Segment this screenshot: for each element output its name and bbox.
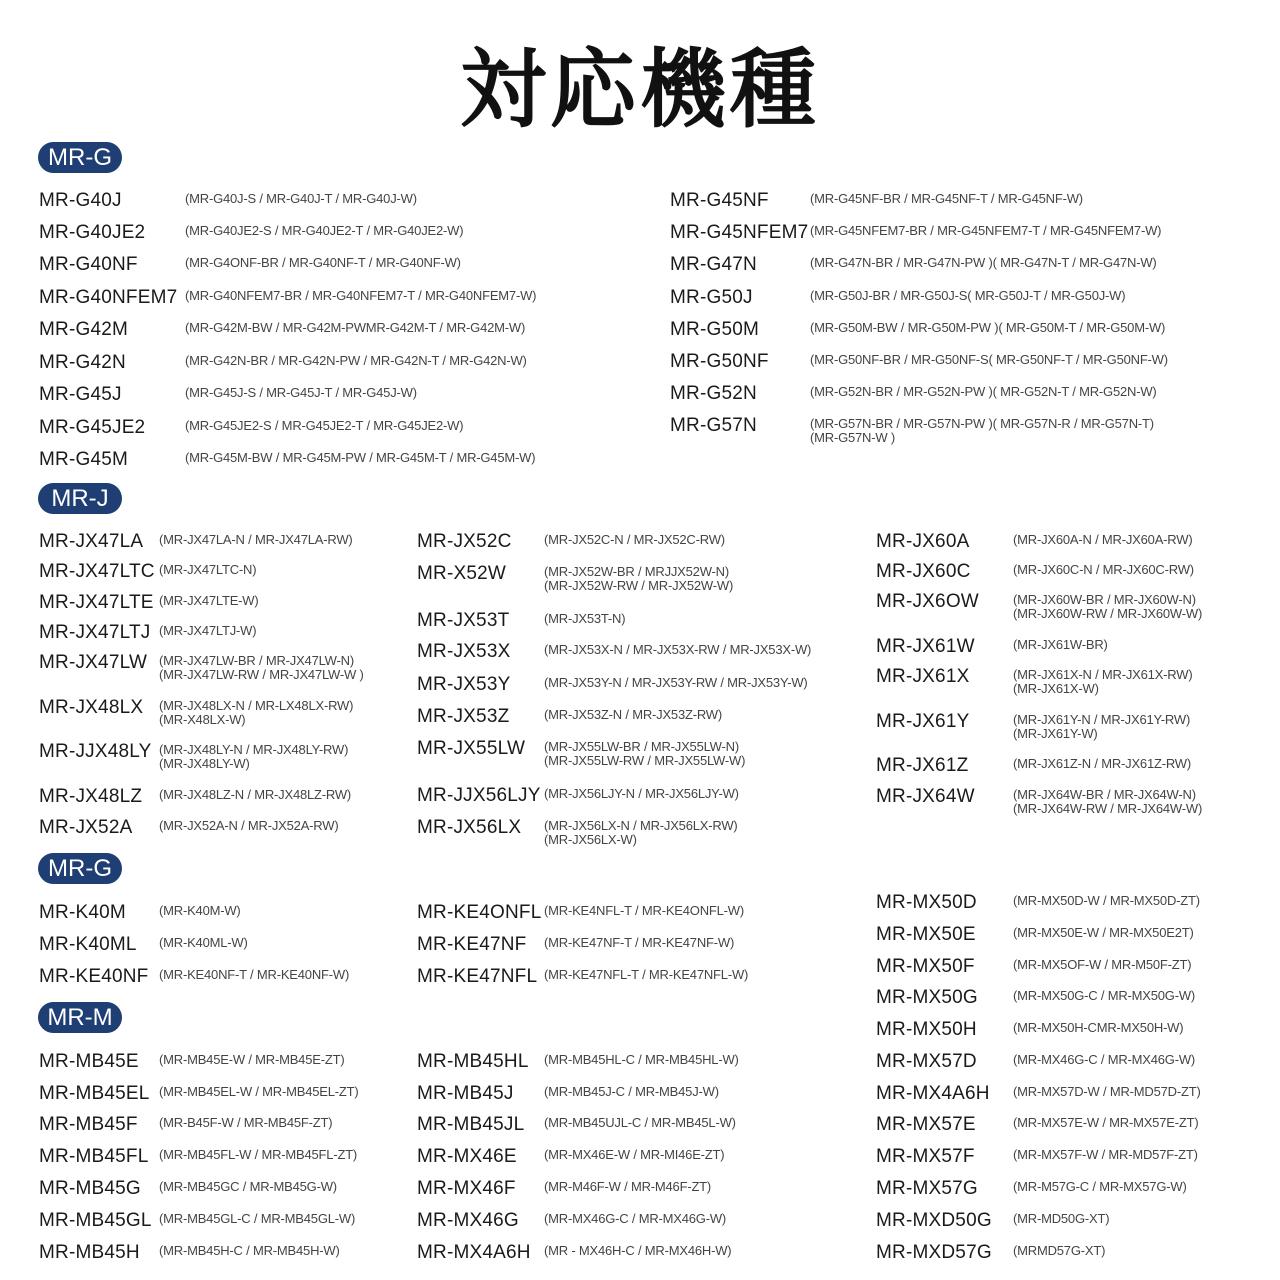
model-name: MR-JX61X <box>876 666 970 687</box>
series-badge: MR-J <box>38 483 122 514</box>
model-variants <box>1013 1244 1105 1258</box>
model-variants <box>1013 668 1192 696</box>
variant-line: (MR-MX50E-W / MR-MX50E2T) <box>1013 925 1194 940</box>
model-name: MR-MX57D <box>876 1051 977 1072</box>
variant-line: (MR-KE40NF-T / MR-KE40NF-W) <box>159 967 350 982</box>
model-name: MR-MB45H <box>39 1242 140 1263</box>
model-name: MR-JX47LW <box>39 652 148 673</box>
model-variants <box>159 788 351 802</box>
variant-line: (MR-KE47NF-T / MR-KE47NF-W) <box>544 935 735 950</box>
variant-line: (MR-JX47LTC-N) <box>159 562 257 577</box>
model-variants <box>810 192 1083 206</box>
model-name: MR-G52N <box>670 383 757 404</box>
model-variants <box>185 224 463 238</box>
model-name: MR-G45M <box>39 449 129 470</box>
variant-line: (MR - MX46H-C / MR-MX46H-W) <box>544 1243 732 1258</box>
model-name: MR-MB45E <box>39 1051 139 1072</box>
model-variants <box>810 321 1165 335</box>
model-name: MR-G57N <box>670 415 757 436</box>
variant-line: (MRMD57G-XT) <box>1013 1243 1106 1258</box>
model-name: MR-MX50G <box>876 987 978 1008</box>
model-variants <box>159 533 353 547</box>
model-variants <box>159 563 256 577</box>
model-variants <box>1013 1148 1198 1162</box>
variant-line: (MR-JX61Y-N / MR-JX61Y-RW) <box>1013 712 1191 727</box>
variant-line: (MR-MB45H-C / MR-MB45H-W) <box>159 1243 340 1258</box>
model-name: MR-JX48LZ <box>39 786 143 807</box>
model-name: MR-MX50F <box>876 956 975 977</box>
variant-line: (MR-JX47LW-RW / MR-JX47LW-W ) <box>159 667 364 682</box>
model-variants <box>185 354 527 368</box>
model-name: MR-MX4A6H <box>417 1242 531 1263</box>
model-variants <box>185 386 417 400</box>
model-name: MR-G45J <box>39 384 122 405</box>
model-variants <box>544 1053 739 1067</box>
variant-line: (MR-MX46G-C / MR-MX46G-W) <box>1013 1052 1196 1067</box>
model-variants <box>159 1212 355 1226</box>
model-variants <box>544 565 733 593</box>
variant-line: (MR-G40NFEM7-BR / MR-G40NFEM7-T / MR-G40NFEM7-W) <box>185 288 537 303</box>
model-name: MR-G40JE2 <box>39 222 146 243</box>
model-variants <box>544 819 738 847</box>
model-name: MR-G50M <box>670 319 760 340</box>
model-variants <box>185 321 525 335</box>
variant-line: (MR-JX48LY-W) <box>159 756 250 771</box>
model-variants <box>1013 1212 1109 1226</box>
model-variants <box>1013 958 1191 972</box>
model-variants <box>1013 1180 1187 1194</box>
variant-line: (MR-G40J-S / MR-G40J-T / MR-G40J-W) <box>185 191 417 206</box>
variant-line: (MR-JX60W-BR / MR-JX60W-N) <box>1013 592 1196 607</box>
model-variants <box>544 708 722 722</box>
variant-line: (MR-M46F-W / MR-M46F-ZT) <box>544 1179 712 1194</box>
variant-line: (MR-JX64W-RW / MR-JX64W-W) <box>1013 801 1203 816</box>
variant-line: (MR-JX52W-RW / MR-JX52W-W) <box>544 578 734 593</box>
variant-line: (MR-JX52C-N / MR-JX52C-RW) <box>544 532 725 547</box>
model-variants <box>1013 533 1192 547</box>
variant-line: (MR-MB45FL-W / MR-MB45FL-ZT) <box>159 1147 358 1162</box>
variant-line: (MR-G57N-BR / MR-G57N-PW )( MR-G57N-R / MR-G57N-T) <box>810 416 1154 431</box>
model-name: MR-JX53Z <box>417 706 510 727</box>
variant-line: (MR-JX61X-W) <box>1013 681 1099 696</box>
model-variants <box>544 676 808 690</box>
model-variants <box>159 624 256 638</box>
variant-line: (MR-JX61Y-W) <box>1013 726 1098 741</box>
variant-line: (MR-JX53T-N) <box>544 611 626 626</box>
model-name: MR-MX4A6H <box>876 1083 990 1104</box>
model-name: MR-MX50E <box>876 924 976 945</box>
variant-line: (MR-MX50G-C / MR-MX50G-W) <box>1013 988 1196 1003</box>
model-variants <box>185 419 463 433</box>
model-name: MR-MX57G <box>876 1178 978 1199</box>
variant-line: (MR-G50M-BW / MR-G50M-PW )( MR-G50M-T / MR-G50M-W) <box>810 320 1166 335</box>
model-name: MR-K40M <box>39 902 126 923</box>
variant-line: (MR-MB45GL-C / MR-MB45GL-W) <box>159 1211 356 1226</box>
page-title: 対応機種 <box>460 40 820 140</box>
model-name: MR-KE40NF <box>39 966 149 987</box>
model-variants <box>1013 1116 1198 1130</box>
variant-line: (MR-G47N-BR / MR-G47N-PW )( MR-G47N-T / MR-G47N-W) <box>810 255 1157 270</box>
model-variants <box>1013 1021 1183 1035</box>
model-variants <box>159 1244 340 1258</box>
model-variants <box>159 1180 337 1194</box>
variant-line: (MR-MX57D-W / MR-MD57D-ZT) <box>1013 1084 1201 1099</box>
model-variants <box>1013 713 1190 741</box>
model-variants <box>1013 638 1108 652</box>
variant-line: (MR-MB45E-W / MR-MB45E-ZT) <box>159 1052 345 1067</box>
variant-line: (MR-JX61Z-N / MR-JX61Z-RW) <box>1013 756 1191 771</box>
model-variants <box>1013 563 1194 577</box>
variant-line: (MR-MX46G-C / MR-MX46G-W) <box>544 1211 727 1226</box>
model-name: MR-KE4ONFL <box>417 902 542 923</box>
model-name: MR-JX53X <box>417 641 511 662</box>
model-variants <box>810 256 1157 270</box>
model-variants <box>159 594 259 608</box>
model-name: MR-MB45HL <box>417 1051 529 1072</box>
model-variants <box>544 936 734 950</box>
variant-line: (MR-K40M-W) <box>159 903 241 918</box>
variant-line: (MR-JX48LZ-N / MR-JX48LZ-RW) <box>159 787 352 802</box>
model-variants <box>810 385 1157 399</box>
model-name: MR-G42M <box>39 319 129 340</box>
model-name: MR-JX61Z <box>876 755 969 776</box>
series-badge: MR-G <box>38 142 122 173</box>
variant-line: (MR-X48LX-W) <box>159 712 246 727</box>
variant-line: (MR-JX48LX-N / MR-LX48LX-RW) <box>159 698 354 713</box>
variant-line: (MR-JX60W-RW / MR-JX60W-W) <box>1013 606 1203 621</box>
model-name: MR-K40ML <box>39 934 137 955</box>
variant-line: (MR-MB45GC / MR-MB45G-W) <box>159 1179 337 1194</box>
model-name: MR-JX6OW <box>876 591 979 612</box>
model-name: MR-G40NF <box>39 254 138 275</box>
model-name: MR-MX57F <box>876 1146 975 1167</box>
model-variants <box>1013 757 1191 771</box>
model-name: MR-JX47LTJ <box>39 622 151 643</box>
variant-line: (MR-MX5OF-W / MR-M50F-ZT) <box>1013 957 1192 972</box>
model-name: MR-MXD57G <box>876 1242 992 1263</box>
model-variants <box>185 256 461 270</box>
variant-line: (MR-MX50H-CMR-MX50H-W) <box>1013 1020 1184 1035</box>
model-name: MR-JX61Y <box>876 711 970 732</box>
model-variants <box>544 1212 726 1226</box>
variant-line: (MR-JX47LA-N / MR-JX47LA-RW) <box>159 532 353 547</box>
model-variants <box>544 1085 719 1099</box>
variant-line: (MR-MB45UJL-C / MR-MB45L-W) <box>544 1115 736 1130</box>
model-name: MR-MX46G <box>417 1210 519 1231</box>
model-name: MR-G50J <box>670 287 753 308</box>
variant-line: (MR-MX57E-W / MR-MX57E-ZT) <box>1013 1115 1199 1130</box>
variant-line: (MR-JX48LY-N / MR-JX48LY-RW) <box>159 742 349 757</box>
model-variants <box>159 654 364 682</box>
model-name: MR-G40NFEM7 <box>39 287 178 308</box>
variant-line: (MR-KE4NFL-T / MR-KE4ONFL-W) <box>544 903 744 918</box>
variant-line: (MR-JX60A-N / MR-JX60A-RW) <box>1013 532 1193 547</box>
model-name: MR-JX60A <box>876 531 970 552</box>
model-name: MR-MX50H <box>876 1019 977 1040</box>
variant-line: (MR-G4ONF-BR / MR-G40NF-T / MR-G40NF-W) <box>185 255 461 270</box>
variant-line: (MR-K40ML-W) <box>159 935 248 950</box>
variant-line: (MR-MX50D-W / MR-MX50D-ZT) <box>1013 893 1200 908</box>
variant-line: (MR-B45F-W / MR-MB45F-ZT) <box>159 1115 333 1130</box>
variant-line: (MR-JX53Y-N / MR-JX53Y-RW / MR-JX53Y-W) <box>544 675 808 690</box>
model-name: MR-G42N <box>39 352 126 373</box>
variant-line: (MR-JX56LX-W) <box>544 832 637 847</box>
model-variants <box>1013 788 1202 816</box>
model-name: MR-JX55LW <box>417 738 526 759</box>
model-name: MR-MXD50G <box>876 1210 992 1231</box>
variant-line: (MR-JX61W-BR) <box>1013 637 1108 652</box>
variant-line: (MR-JX47LW-BR / MR-JX47LW-N) <box>159 653 354 668</box>
model-name: MR-MB45JL <box>417 1114 525 1135</box>
variant-line: (MR-JX56LX-N / MR-JX56LX-RW) <box>544 818 738 833</box>
model-name: MR-MB45FL <box>39 1146 149 1167</box>
model-name: MR-JX53Y <box>417 674 511 695</box>
model-name: MR-MX46E <box>417 1146 517 1167</box>
model-variants <box>185 451 535 465</box>
model-variants <box>159 743 348 771</box>
model-name: MR-MB45EL <box>39 1083 150 1104</box>
series-badge: MR-G <box>38 853 122 884</box>
model-variants <box>544 1116 736 1130</box>
model-variants <box>1013 1053 1195 1067</box>
model-variants <box>544 740 745 768</box>
variant-line: (MR-JX56LJY-N / MR-JX56LJY-W) <box>544 786 739 801</box>
model-variants <box>159 1116 332 1130</box>
variant-line: (MR-G40JE2-S / MR-G40JE2-T / MR-G40JE2-W) <box>185 223 464 238</box>
variant-line: (MR-JX64W-BR / MR-JX64W-N) <box>1013 787 1196 802</box>
variant-line: (MR-G50NF-BR / MR-G50NF-S( MR-G50NF-T / MR-G50NF-W) <box>810 352 1168 367</box>
model-name: MR-X52W <box>417 563 507 584</box>
model-variants <box>810 224 1161 238</box>
model-name: MR-JX61W <box>876 636 975 657</box>
model-name: MR-KE47NFL <box>417 966 538 987</box>
model-name: MR-G45NF <box>670 190 769 211</box>
model-variants <box>159 1085 359 1099</box>
variant-line: (MR-G50J-BR / MR-G50J-S( MR-G50J-T / MR-G50J-W) <box>810 288 1126 303</box>
variant-line: (MR-JX60C-N / MR-JX60C-RW) <box>1013 562 1194 577</box>
model-variants <box>544 968 748 982</box>
variant-line: (MR-MX46E-W / MR-MI46E-ZT) <box>544 1147 725 1162</box>
model-name: MR-MB45G <box>39 1178 141 1199</box>
model-name: MR-JX60C <box>876 561 971 582</box>
model-name: MR-MB45GL <box>39 1210 152 1231</box>
model-variants <box>544 1148 724 1162</box>
model-variants <box>544 1180 711 1194</box>
model-variants <box>544 612 625 626</box>
model-variants <box>1013 894 1200 908</box>
model-name: MR-MB45J <box>417 1083 514 1104</box>
model-name: MR-JX47LTC <box>39 561 155 582</box>
model-name: MR-JX52C <box>417 531 512 552</box>
variant-line: (MR-JX47LTJ-W) <box>159 623 257 638</box>
model-name: MR-JJX48LY <box>39 741 152 762</box>
variant-line: (MR-JX61X-N / MR-JX61X-RW) <box>1013 667 1193 682</box>
model-variants <box>159 936 248 950</box>
model-variants <box>1013 926 1194 940</box>
model-variants <box>1013 1085 1201 1099</box>
variant-line: (MR-JX55LW-RW / MR-JX55LW-W) <box>544 753 746 768</box>
model-variants <box>1013 989 1195 1003</box>
model-variants <box>810 417 1154 445</box>
model-name: MR-JX56LX <box>417 817 522 838</box>
variant-line: (MR-JX52A-N / MR-JX52A-RW) <box>159 818 339 833</box>
variant-line: (MR-G52N-BR / MR-G52N-PW )( MR-G52N-T / MR-G52N-W) <box>810 384 1157 399</box>
model-name: MR-MX57E <box>876 1114 976 1135</box>
variant-line: (MR-MB45J-C / MR-MB45J-W) <box>544 1084 719 1099</box>
model-variants <box>544 904 744 918</box>
variant-line: (MR-MB45HL-C / MR-MB45HL-W) <box>544 1052 739 1067</box>
variant-line: (MR-G42M-BW / MR-G42M-PWMR-G42M-T / MR-G42M-W) <box>185 320 526 335</box>
model-variants <box>810 289 1125 303</box>
model-variants <box>185 192 417 206</box>
model-variants <box>159 699 353 727</box>
variant-line: (MR-MD50G-XT) <box>1013 1211 1110 1226</box>
model-name: MR-JX48LX <box>39 697 144 718</box>
model-variants <box>810 353 1168 367</box>
variant-line: (MR-MB45EL-W / MR-MB45EL-ZT) <box>159 1084 359 1099</box>
model-name: MR-MX50D <box>876 892 977 913</box>
model-variants <box>159 819 338 833</box>
model-name: MR-G40J <box>39 190 122 211</box>
variant-line: (MR-G45NFEM7-BR / MR-G45NFEM7-T / MR-G45NFEM7-W) <box>810 223 1162 238</box>
variant-line: (MR-G45JE2-S / MR-G45JE2-T / MR-G45JE2-W) <box>185 418 464 433</box>
model-name: MR-JJX56LJY <box>417 785 541 806</box>
variant-line: (MR-JX47LTE-W) <box>159 593 259 608</box>
model-variants <box>159 1053 344 1067</box>
model-variants <box>544 533 725 547</box>
series-badge: MR-M <box>38 1002 122 1033</box>
model-name: MR-G50NF <box>670 351 769 372</box>
variant-line: (MR-G42N-BR / MR-G42N-PW / MR-G42N-T / MR-G42N-W) <box>185 353 527 368</box>
model-name: MR-G45JE2 <box>39 417 146 438</box>
model-variants <box>159 1148 357 1162</box>
model-variants <box>159 968 349 982</box>
variant-line: (MR-MX57F-W / MR-MD57F-ZT) <box>1013 1147 1198 1162</box>
model-variants <box>1013 593 1202 621</box>
variant-line: (MR-JX53X-N / MR-JX53X-RW / MR-JX53X-W) <box>544 642 812 657</box>
model-variants <box>185 289 536 303</box>
variant-line: (MR-JX55LW-BR / MR-JX55LW-N) <box>544 739 739 754</box>
model-name: MR-G45NFEM7 <box>670 222 809 243</box>
model-variants <box>544 787 739 801</box>
model-name: MR-KE47NF <box>417 934 527 955</box>
variant-line: (MR-G45NF-BR / MR-G45NF-T / MR-G45NF-W) <box>810 191 1083 206</box>
model-name: MR-MX46F <box>417 1178 516 1199</box>
variant-line: (MR-G45M-BW / MR-G45M-PW / MR-G45M-T / MR-G45M-W) <box>185 450 536 465</box>
model-name: MR-JX64W <box>876 786 975 807</box>
variant-line: (MR-G45J-S / MR-G45J-T / MR-G45J-W) <box>185 385 417 400</box>
model-name: MR-MB45F <box>39 1114 138 1135</box>
variant-line: (MR-KE47NFL-T / MR-KE47NFL-W) <box>544 967 749 982</box>
model-name: MR-JX47LA <box>39 531 144 552</box>
variant-line: (MR-JX52W-BR / MRJJX52W-N) <box>544 564 729 579</box>
variant-line: (MR-M57G-C / MR-MX57G-W) <box>1013 1179 1187 1194</box>
model-name: MR-JX53T <box>417 610 510 631</box>
model-variants <box>544 643 811 657</box>
variant-line: (MR-G57N-W ) <box>810 430 895 445</box>
model-name: MR-G47N <box>670 254 757 275</box>
variant-line: (MR-JX53Z-N / MR-JX53Z-RW) <box>544 707 722 722</box>
model-variants <box>544 1244 731 1258</box>
model-name: MR-JX47LTE <box>39 592 154 613</box>
model-variants <box>159 904 241 918</box>
model-name: MR-JX52A <box>39 817 133 838</box>
